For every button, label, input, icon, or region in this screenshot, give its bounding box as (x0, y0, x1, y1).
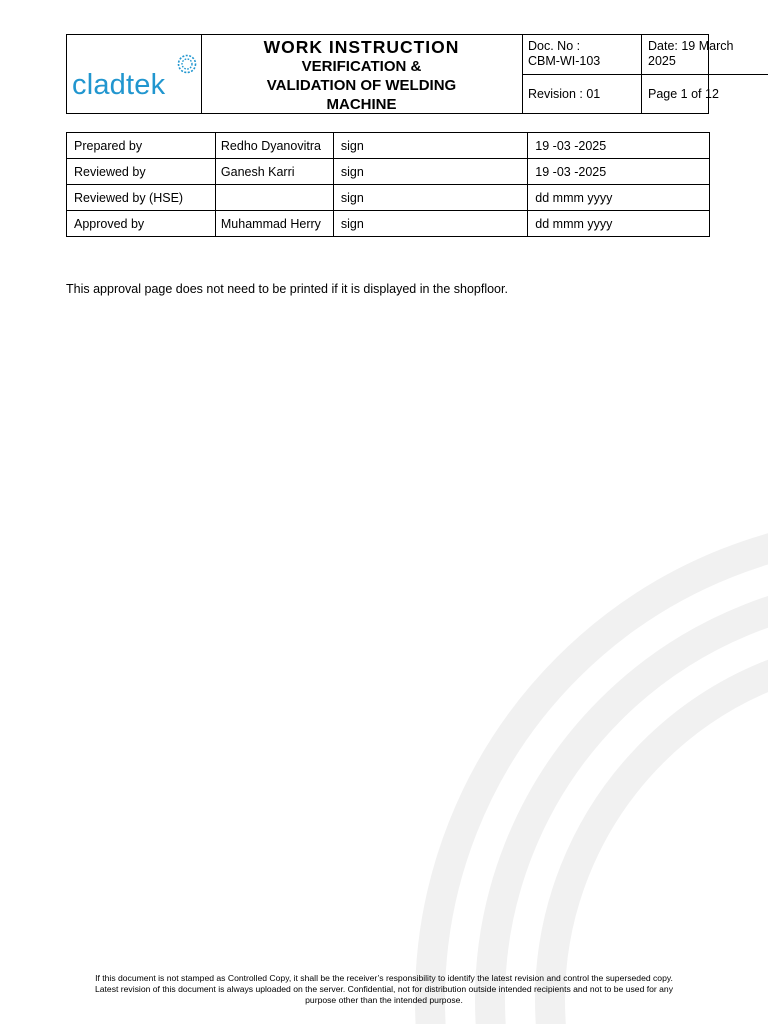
doc-number-cell (522, 35, 642, 75)
document-subtitle-line-2: VALIDATION OF WELDING (266, 77, 457, 94)
sign-cell: sign (333, 211, 527, 237)
footer-line-2: Latest revision of this document is always uploaded on the server. Confidential, not for distribution outside intended recipients and not to be used for any (94, 984, 674, 994)
date-cell: 19 -03 -2025 (528, 133, 710, 159)
name-cell (215, 185, 333, 211)
table-row (67, 185, 710, 211)
revision-cell: Revision : 01 (522, 75, 642, 113)
role-cell: Approved by (67, 211, 216, 237)
date-cell: dd mmm yyyy (528, 185, 710, 211)
table-row (67, 211, 710, 237)
role-cell: Prepared by (67, 133, 216, 159)
title-cell (201, 35, 523, 113)
sign-cell: sign (333, 159, 527, 185)
name-cell: Ganesh Karri (215, 159, 333, 185)
document-subtitle-line-1: VERIFICATION & (301, 58, 422, 75)
table-row (67, 133, 710, 159)
footer-line-3: purpose other than the intended purpose. (305, 995, 463, 1005)
document-subtitle-line-3: MACHINE (326, 96, 397, 113)
document-header (66, 34, 734, 114)
date-line-2: 2025 (648, 54, 676, 68)
document-footer (40, 973, 728, 1006)
name-cell: Redho Dyanovitra (215, 133, 333, 159)
company-logo-text: cladtek (72, 69, 166, 101)
approval-table (66, 132, 710, 237)
table-row (67, 159, 710, 185)
approval-note: This approval page does not need to be printed if it is displayed in the shopfloor. (66, 282, 508, 296)
cladtek-logo-icon (176, 53, 198, 75)
doc-number-label: Doc. No : (528, 39, 581, 53)
sign-cell: sign (333, 133, 527, 159)
date-cell (642, 35, 768, 75)
date-line-1: Date: 19 March (648, 39, 734, 53)
role-cell: Reviewed by (67, 159, 216, 185)
date-cell: 19 -03 -2025 (528, 159, 710, 185)
logo-cell (67, 35, 202, 113)
page-number-cell: Page 1 of 12 (648, 87, 719, 101)
document-title: WORK INSTRUCTION (263, 37, 460, 57)
footer-line-1: If this document is not stamped as Controlled Copy, it shall be the receiver’s responsibility to identify the latest revision and control the superseded copy. (95, 973, 673, 983)
name-cell: Muhammad Herry (215, 211, 333, 237)
doc-number-value: CBM-WI-103 (528, 54, 601, 68)
date-cell: dd mmm yyyy (528, 211, 710, 237)
role-cell: Reviewed by (HSE) (67, 185, 216, 211)
sign-cell: sign (333, 185, 527, 211)
